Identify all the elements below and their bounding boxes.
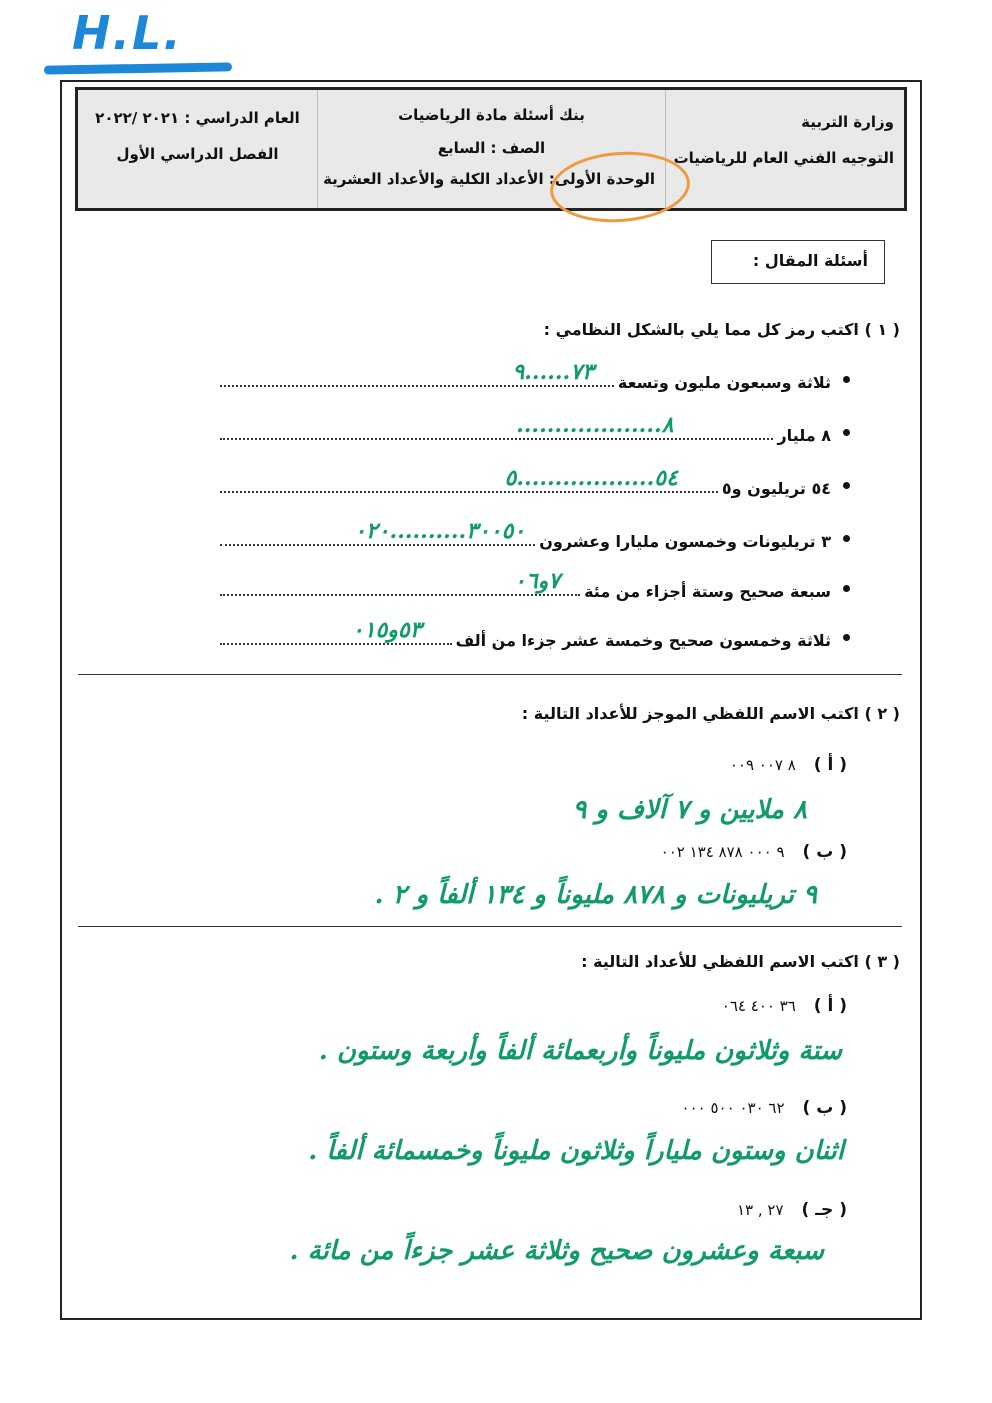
item-label: ( ب ) xyxy=(802,1098,847,1118)
q1-item-text: سبعة صحيح وستة أجزاء من مئة xyxy=(584,582,831,601)
handwritten-answer: ٥٣و٠١٥ xyxy=(351,617,422,643)
item-number: ٦٢ ٠٣٠ ٥٠٠ ٠٠٠ xyxy=(681,1099,785,1117)
q1-item xyxy=(220,568,850,601)
handwritten-answer: ٥٤..................٥ xyxy=(504,465,678,491)
answer-line xyxy=(220,357,614,387)
item-label: ( أ ) xyxy=(813,996,847,1016)
q3-item xyxy=(722,996,847,1016)
bullet-icon xyxy=(843,376,850,383)
handwritten-answer: اثنان وستون ملياراً وثلاثون مليوناً وخمسمائة ألفاً . xyxy=(308,1136,844,1166)
department-name: التوجيه الفني العام للرياضيات xyxy=(673,149,894,167)
q1-item-text: ثلاثة وسبعون مليون وتسعة xyxy=(617,373,831,392)
q3-title: ( ٣ ) اكتب الاسم اللفظي للأعداد التالية : xyxy=(581,952,900,971)
essay-questions-label: أسئلة المقال : xyxy=(711,240,885,284)
grade-label: الصف : السابع xyxy=(437,139,546,157)
answer-line xyxy=(220,410,773,440)
q2-item xyxy=(661,842,847,862)
q1-item xyxy=(220,412,850,445)
section-divider xyxy=(78,674,902,675)
handwritten-answer: ٣٠٠٥٠..........٠٢٠ xyxy=(354,518,526,544)
handwritten-answer: سبعة وعشرون صحيح وثلاثة عشر جزءاً من مائة . xyxy=(289,1236,824,1266)
q1-item-text: ثلاثة وخمسون صحيح وخمسة عشر جزءا من ألف xyxy=(455,631,831,650)
bullet-icon xyxy=(843,634,850,641)
q1-item xyxy=(220,518,850,551)
q1-item xyxy=(220,465,850,498)
item-number: ٨ ٠٠٧ ٠٠٩ xyxy=(729,756,796,774)
item-label: ( ب ) xyxy=(802,842,847,862)
section-divider xyxy=(78,926,902,927)
q3-item xyxy=(737,1200,847,1220)
item-number: ٩ ٠٠٠ ٨٧٨ ١٣٤ ٠٠٢ xyxy=(660,843,785,861)
q1-item xyxy=(220,617,850,650)
answer-line xyxy=(220,516,535,546)
q1-item-text: ٨ مليار xyxy=(777,426,831,445)
bullet-icon xyxy=(843,585,850,592)
handwritten-answer: ستة وثلاثون مليوناً وأربعمائة ألفاً وأربعة وستون . xyxy=(318,1036,842,1066)
ministry-name: وزارة التربية xyxy=(801,113,894,131)
handwritten-answer: ٧٣......٩ xyxy=(512,359,594,385)
worksheet-header xyxy=(75,87,907,211)
handwritten-answer: ٩ تريليونات و ٨٧٨ مليوناً و ١٣٤ ألفاً و ٢ . xyxy=(374,880,817,910)
answer-line xyxy=(220,566,580,596)
bullet-icon xyxy=(843,482,850,489)
answer-line xyxy=(220,615,452,645)
answer-line xyxy=(220,463,718,493)
item-number: ٢٧ , ١٣ xyxy=(736,1201,784,1219)
academic-year: العام الدراسي : ٢٠٢١ /٢٠٢٢ xyxy=(95,109,300,127)
handwritten-answer: ٨ ملايين و ٧ آلاف و ٩ xyxy=(572,795,807,825)
q1-item xyxy=(220,359,850,392)
item-label: ( أ ) xyxy=(813,755,847,775)
q1-item-text: ٥٤ تريليون و٥ xyxy=(721,479,831,498)
header-year-column xyxy=(78,90,318,208)
item-label: ( جـ ) xyxy=(801,1200,847,1220)
q1-item-text: ٣ تريليونات وخمسون مليارا وعشرون xyxy=(539,532,831,551)
semester-label: الفصل الدراسي الأول xyxy=(116,145,279,163)
bullet-icon xyxy=(843,429,850,436)
unit-label: الوحدة الأولى: الأعداد الكلية والأعداد العشرية xyxy=(323,170,655,188)
item-number: ٣٦ ٤٠٠ ٠٦٤ xyxy=(721,997,796,1015)
q1-title: ( ١ ) اكتب رمز كل مما يلي بالشكل النظامي : xyxy=(543,320,900,339)
handwritten-answer: ٧و٠٦ xyxy=(514,568,561,594)
bank-title: بنك أسئلة مادة الرياضيات xyxy=(398,106,585,124)
q2-item xyxy=(730,755,847,775)
initials-underline xyxy=(44,62,232,74)
bullet-icon xyxy=(843,535,850,542)
q3-item xyxy=(682,1098,847,1118)
q2-title: ( ٢ ) اكتب الاسم اللفظي الموجز للأعداد التالية : xyxy=(521,704,900,723)
handwritten-answer: ٨................... xyxy=(516,412,674,438)
handwritten-initials: H.L. xyxy=(72,6,183,60)
header-ministry-column xyxy=(666,90,904,208)
